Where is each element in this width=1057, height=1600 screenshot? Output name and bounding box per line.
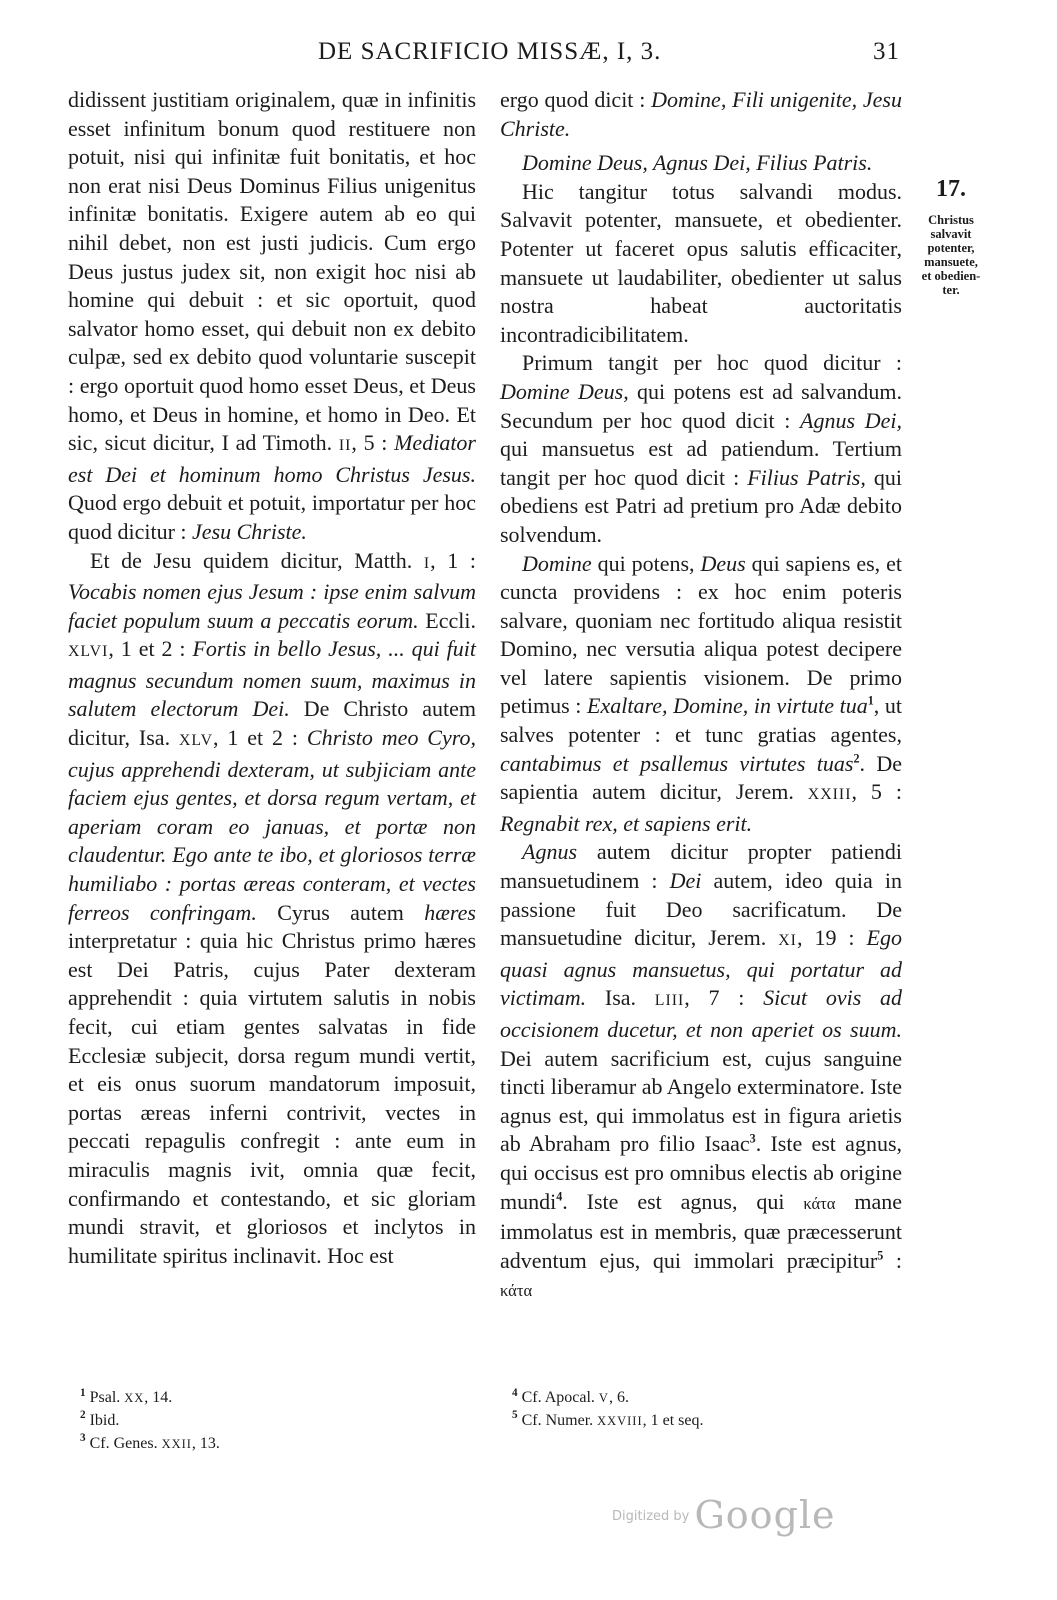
margin-note-line: salvavit (930, 227, 972, 241)
text-run: , 7 : (684, 985, 764, 1011)
italic-text: Domine, Fili unigenite, Jesu Christe. (500, 87, 902, 141)
right-column (500, 86, 902, 1306)
italic-text: Agnus (522, 839, 577, 865)
text-run: mane immolatus est in membris, quæ præcesserunt adventum ejus, qui immolari præcipitur (500, 1188, 902, 1273)
footnote-text: , 6. (608, 1389, 629, 1406)
small-caps-numeral: XLVI (68, 643, 109, 661)
footnote (512, 1387, 704, 1410)
footnote-mark: 2 (80, 1409, 86, 1422)
footnote-ref: 4 (556, 1189, 563, 1204)
footnote-mark: 5 (512, 1409, 518, 1422)
italic-text: Sicut ovis ad occisionem ducetur, et non aperiet os suum. (500, 985, 902, 1042)
footnote (80, 1433, 220, 1456)
greek-text: κάτα (500, 1281, 533, 1301)
text-run: autem dicitur propter patiendi mansuetudinem : (500, 839, 902, 894)
italic-text: Mediator est Dei et hominum homo Christus Jesus. (68, 430, 476, 487)
page-number: 31 (873, 38, 900, 65)
italic-text: Christo meo Cyro, cujus apprehendi dexteram, ut subjiciam ante faciem ejus gentes, et dorsa regum vertam, et aperiam coram eo januas, et portæ non claudentur. Ego ante te ibo, et gloriosos terræ humiliabo : portas æreas conteram, et vectes ferreos confringam. (68, 725, 476, 925)
text-run: . Iste est agnus, qui (562, 1188, 804, 1214)
footnote-text: , 13. (191, 1434, 220, 1452)
small-caps-numeral: V (598, 1391, 609, 1405)
paragraph (500, 178, 902, 350)
text-run: Quod ergo debuit et potuit, importatur per hoc quod dicitur : (68, 490, 476, 544)
text-run: Hic tangitur totus salvandi modus. Salvavit potenter, mansuete, et obedienter. Potenter ut faceret opus salutis efficaciter, mansuete ut laudabiliter, obedienter ut salus nostra habeat auctoritatis incontradicibilitatem. (500, 178, 902, 347)
text-run: qui potens est ad salvandum. Secundum per hoc quod dicit : (500, 378, 902, 433)
text-run: qui mansuetus est ad patiendum. Tertium tangit per hoc quod dicit : (500, 436, 902, 490)
footnote-text: Psal. (89, 1389, 125, 1406)
small-caps-numeral: XXIII (807, 786, 852, 804)
footnote-text: Cf. Numer. (521, 1411, 598, 1429)
text-run: Dei autem sacrificium est, cujus sanguine tincti liberamur ab Angelo exterminatore. Iste agnus est, qui immolatus est in figura arietis ab Abraham pro filio Isaac (500, 1045, 902, 1157)
running-header-title: DE SACRIFICIO MISSÆ, I, 3. (318, 38, 662, 65)
digitization-watermark (612, 1493, 836, 1537)
small-caps-numeral: XI (778, 932, 797, 950)
text-run: . Iste est agnus, qui occisus est pro omnibus electis ab origine mundi (500, 1131, 903, 1214)
italic-text: Domine (522, 550, 592, 576)
text-run: , 19 : (796, 925, 867, 951)
footnote-mark: 4 (512, 1386, 518, 1399)
italic-text: Deus (700, 550, 746, 576)
text-run: , 1 et 2 : (213, 725, 307, 751)
text-run: interpretatur : quia hic Christus primo hæres est Dei Patris, cujus Pater dexteram apprehendit : quia virtutem salutis in nobis fecit, cui etiam gentes salvatas in fide Ecclesiæ subjecit, dorsa regum mundi vertit, et eis onus suorum mandatorum imposuit, portas æreas inferni contrivit, vectes in peccati repagulis confregit : ante eum in miraculis magnis ivit, omnia quæ fecit, confirmando et contestando, et sic gloriam mundi stravit, et gloriosos et inclytos in humilitate spiritus inclinavit. Hoc est (68, 928, 476, 1268)
text-run: , 5 : (351, 430, 395, 456)
margin-note-line: et obedien- (921, 269, 981, 283)
footnote-text: Cf. Genes. (89, 1434, 162, 1452)
small-caps-numeral: LIII (654, 992, 685, 1010)
margin-note-line: mansuete, (924, 255, 978, 269)
footnote-text: , 1 et seq. (642, 1411, 704, 1429)
small-caps-numeral: XXII (161, 1436, 192, 1451)
greek-text: κάτα (803, 1193, 836, 1213)
text-run: De Christo autem dicitur, Isa. (68, 696, 477, 751)
watermark-brand: Google (694, 1493, 836, 1537)
paragraph (500, 550, 902, 839)
margin-note-line: ter. (942, 283, 960, 297)
text-run: qui sapiens es, et cuncta providens : ex hoc enim poteris salvare, quoniam nec fortitudo aliqua resistit Domino, nec versutia aliqua potest decipere vel latere sapientis visionem. De primo petimus : (500, 550, 902, 719)
margin-note-line: potenter, (927, 241, 975, 255)
text-run: , 1 : (430, 547, 476, 573)
text-run: Isa. (586, 985, 655, 1011)
italic-text: cantabimus et psallemus virtutes tuas (500, 750, 854, 776)
footnotes-right (512, 1387, 704, 1433)
footnote-mark: 3 (80, 1432, 86, 1445)
paragraph (500, 349, 902, 549)
italic-text: Ego quasi agnus mansuetus, qui portatur ad victimam. (500, 925, 902, 1011)
margin-note-line: Christus (928, 213, 974, 227)
footnote-text: Ibid. (89, 1411, 120, 1429)
footnote-ref: 1 (867, 694, 874, 709)
italic-text: Exaltare, Domine, in virtute tua (587, 693, 868, 719)
small-caps-numeral: XX (124, 1391, 145, 1405)
footnote (80, 1387, 220, 1410)
text-run: , 1 et 2 : (108, 636, 193, 662)
italic-text: Jesu Christe. (192, 518, 307, 544)
italic-text: Domine Deus, Agnus Dei, Filius Patris. (522, 150, 873, 176)
left-column (68, 86, 476, 1270)
small-caps-numeral: XLV (178, 732, 214, 750)
text-run: Primum tangit per hoc quod dicitur : (522, 350, 902, 376)
italic-text: Filius Patris, (747, 464, 866, 490)
italic-text: Domine Deus, (500, 378, 629, 404)
text-run: Eccli. (418, 607, 476, 633)
footnote-ref: 3 (749, 1132, 756, 1147)
italic-text: Dei (669, 868, 702, 894)
italic-text: Agnus Dei, (800, 407, 902, 433)
footnote-text: Cf. Apocal. (521, 1389, 599, 1406)
italic-text: hæres (424, 899, 476, 925)
italic-text: Fortis in bello Jesus, ... qui fuit magnus secundum nomen suum, maximus in salutem electorum Dei. (68, 636, 476, 722)
text-run: ergo quod dicit : (500, 87, 652, 112)
paragraph (68, 547, 476, 1271)
text-run: Et de Jesu quidem dicitur, Matth. (90, 547, 424, 573)
text-run: : (883, 1247, 902, 1273)
small-caps-numeral: I (423, 554, 431, 572)
text-run: Cyrus autem (256, 899, 425, 925)
italic-text: Vocabis nomen ejus Jesum : ipse enim salvum faciet populum suum a peccatis eorum. (68, 579, 476, 633)
margin-note-text (904, 213, 998, 297)
text-run: qui potens, (591, 550, 701, 576)
text-run: , ut salves potenter : et tunc gratias agentes, (500, 693, 902, 748)
text-run: autem, ideo quia in passione fuit Deo sacrificatum. De mansuetudine dicitur, Jerem. (500, 868, 903, 951)
footnote (512, 1410, 704, 1433)
footnote-text: , 14. (144, 1389, 173, 1406)
text-run: . De sapientia autem dicitur, Jerem. (500, 750, 902, 805)
text-run: , 5 : (851, 779, 902, 805)
small-caps-numeral: XXVIII (597, 1413, 643, 1428)
paragraph (68, 86, 476, 547)
italic-text: Regnabit rex, et sapiens erit. (500, 810, 753, 836)
footnote-ref: 2 (853, 751, 860, 766)
text-run: qui obediens est Patri ad pretium pro Adæ debito solvendum. (500, 464, 902, 547)
watermark-prefix: Digitized by (612, 1509, 690, 1524)
footnote-ref: 5 (877, 1248, 884, 1263)
text-run: didissent justitiam originalem, quæ in infinitis esset infinitum bonum quod restituere non potuit, nisi qui infinitæ fuit bonitatis, et hoc non erat nisi Deus Dominus Filius unigenitus infinitæ bonitatis. Exigere autem ab eo qui nihil debet, non est justi judicis. Cum ergo Deus justus judex sit, non exigit hoc nisi ab homine qui debuit : et sic oportuit, quod salvator homo esset, qui debuit non ex debito culpæ, sed ex debito quod voluntarie suscepit : ergo oportuit quod homo esset Deus, et Deus homo, et Deus in homine, et homo in Deo. Et sic, sicut dicitur, I ad Timoth. (68, 87, 476, 456)
paragraph (500, 149, 902, 178)
section-number: 17. (936, 176, 966, 202)
footnotes-left (80, 1387, 220, 1455)
small-caps-numeral: II (338, 437, 352, 455)
footnote-mark: 1 (80, 1386, 86, 1399)
margin-note (904, 176, 998, 297)
paragraph (500, 838, 902, 1306)
footnote (80, 1410, 220, 1433)
paragraph (500, 86, 902, 143)
